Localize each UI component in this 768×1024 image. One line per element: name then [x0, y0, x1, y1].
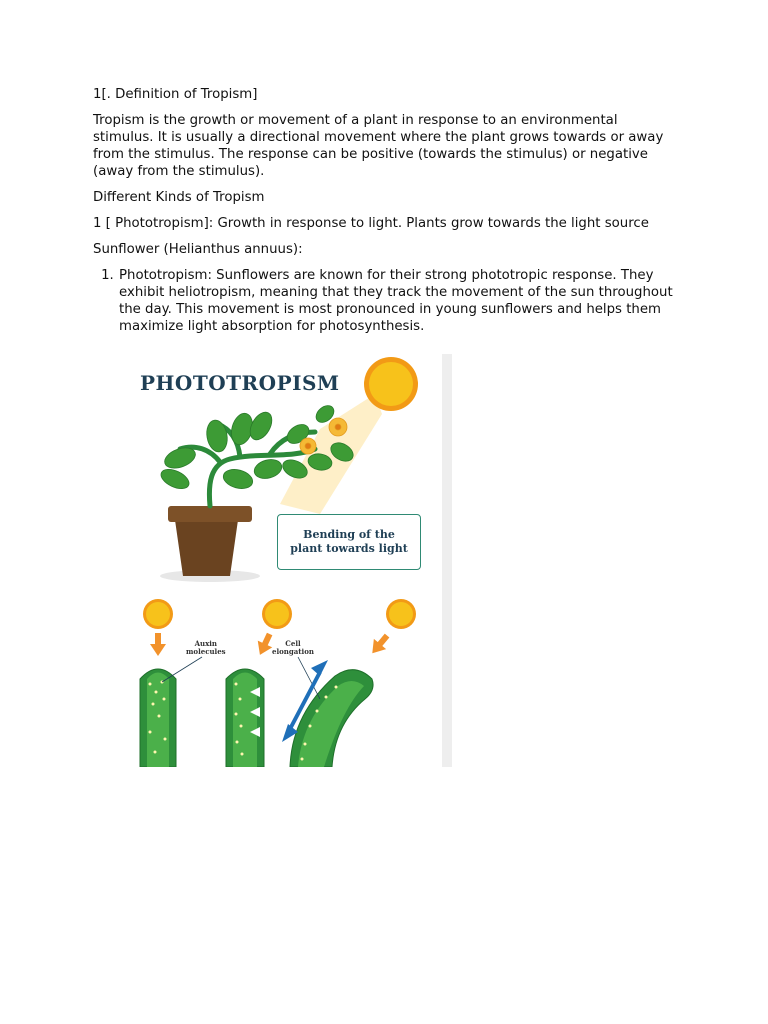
phototropism-figure: [120, 354, 452, 767]
sun-icon: [364, 357, 418, 411]
definition-paragraph: Tropism is the growth or movement of a plant in response to an environmental stimulus. It is usually a directional movement where the plant grows towards or away from the stimulus. The response can be positive (towards the stimulus) or negative (away from the stimulus).: [93, 113, 664, 179]
definition-heading: 1[. Definition of Tropism]: [93, 87, 258, 102]
bending-caption: Bending of the plant towards light: [290, 528, 408, 555]
sunflower-heading: Sunflower (Helianthus annuus):: [93, 242, 303, 257]
figure-edge: [442, 354, 452, 767]
pot-icon: [160, 506, 260, 582]
list-item: 1. Phototropism: Sunflowers are known for their strong phototropic response. They exhibit heliotropism, meaning that they track the movement of the sun throughout the day. This movement is most pronounced in young sunflowers and helps them maximize light absorption for photosynthesis.: [118, 267, 673, 335]
stem-auxin-icon: [226, 669, 264, 767]
kinds-heading: Different Kinds of Tropism: [93, 190, 265, 205]
document-body: [93, 86, 673, 335]
figure-title: PHOTOTROPISM: [140, 371, 340, 395]
stem-straight-icon: [140, 669, 176, 767]
sunflower-list: [93, 267, 673, 335]
stem-bent-icon: [290, 670, 373, 767]
bending-caption-box: [277, 514, 421, 570]
auxin-label: Auxin molecules: [186, 639, 226, 656]
cell-elongation-label: Cell elongation: [272, 639, 314, 656]
phototropism-paragraph: 1 [ Phototropism]: Growth in response to light. Plants grow towards the light source: [93, 216, 649, 231]
small-sun-icon: [143, 599, 416, 629]
